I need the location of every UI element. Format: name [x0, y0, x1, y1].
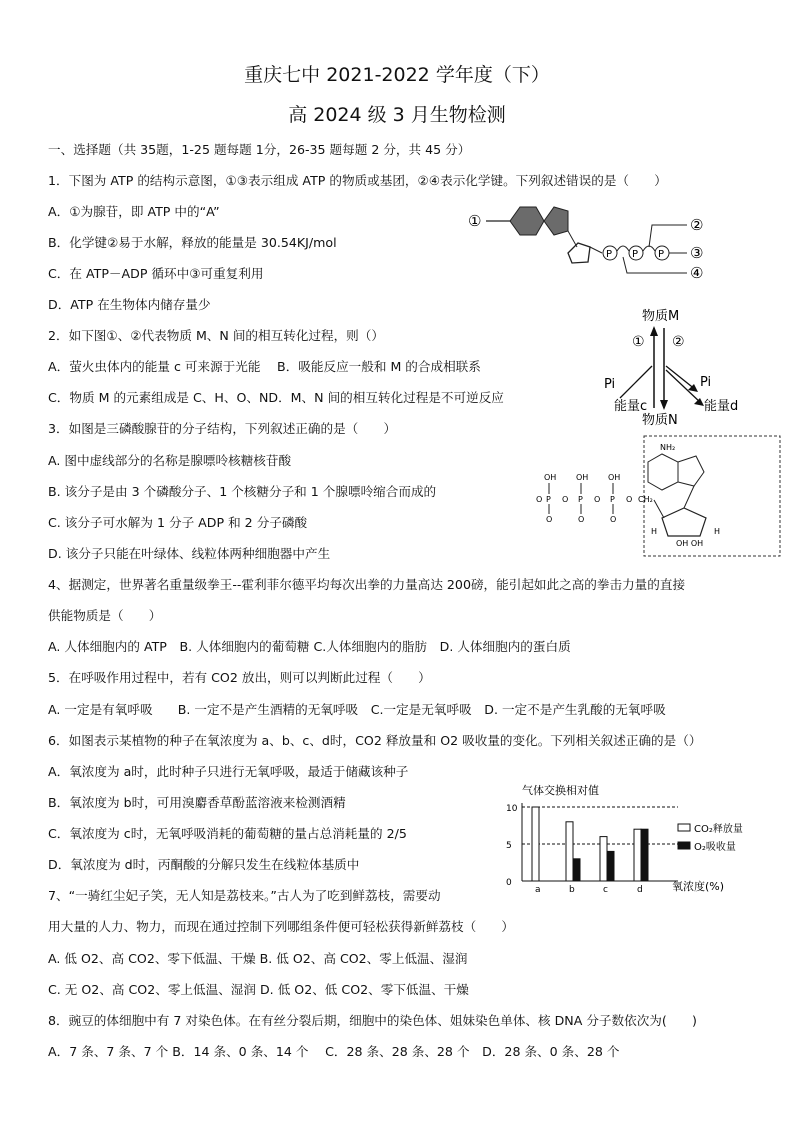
y-tick-label: 10	[506, 804, 518, 814]
svg-text:P: P	[610, 495, 615, 504]
q2-option-cd: C．物质 M 的元素组成是 C、H、O、ND．M、N 间的相互转化过程是不可逆反应	[48, 390, 504, 405]
q4-options: A. 人体细胞内的 ATP B. 人体细胞内的葡萄糖 C.人体细胞内的脂肪 D. 人体细胞内的蛋白质	[48, 639, 571, 654]
x-tick-label: b	[569, 885, 575, 892]
bar	[641, 829, 648, 881]
q3-option-a: A. 图中虚线部分的名称是腺嘌呤核糖核苷酸	[48, 453, 292, 468]
legend-swatch	[678, 824, 690, 831]
purine-ring-5	[678, 456, 704, 486]
svg-text:P: P	[632, 249, 639, 260]
svg-text:能量c: 能量c	[614, 399, 648, 414]
q8-options: A．7 条、7 条、7 个 B．14 条、0 条、14 个 C．28 条、28 条、28 个 D．28 条、0 条、28 个	[48, 1044, 620, 1059]
q1-option-b: B．化学键②易于水解，释放的能量是 30.54KJ/mol	[48, 235, 337, 250]
q7-stem: 7、“一骑红尘妃子笑，无人知是荔枝来。”古人为了吃到鲜荔枝，需要动	[48, 888, 441, 903]
svg-text:P: P	[606, 249, 613, 260]
svg-text:NH₂: NH₂	[660, 443, 676, 452]
svg-text:P: P	[658, 249, 665, 260]
svg-text:O: O	[562, 495, 569, 504]
svg-text:OH: OH	[576, 473, 589, 482]
svg-text:P: P	[578, 495, 583, 504]
atp-structure-figure	[462, 195, 712, 287]
title-exam: 高 2024 级 3 月生物检测	[288, 104, 506, 126]
fig1-label-2: ②	[690, 216, 704, 234]
y-tick-label: 5	[506, 841, 512, 851]
bar	[607, 851, 614, 881]
fig1-label-1: ①	[468, 212, 482, 230]
q2-stem: 2．如下图①、②代表物质 M、N 间的相互转化过程，则（）	[48, 328, 384, 343]
q1-stem: 1．下图为 ATP 的结构示意图，①③表示组成 ATP 的物质或基团，②④表示化学键。下列叙述错误的是（ ）	[48, 173, 667, 188]
q8-stem: 8．豌豆的体细胞中有 7 对染色体。在有丝分裂后期，细胞中的染色体、姐妹染色单体、核 DNA 分子数依次为( )	[48, 1013, 697, 1028]
q3-option-b: B. 该分子是由 3 个磷酸分子、1 个核糖分子和 1 个腺嘌呤缩合而成的	[48, 484, 437, 499]
adenine-ring-2	[544, 207, 568, 235]
svg-text:OH OH: OH OH	[676, 539, 704, 548]
legend-label: O₂吸收量	[694, 842, 736, 853]
svg-text:O: O	[578, 515, 585, 524]
y-tick-label: 0	[506, 878, 512, 888]
q3-option-c: C. 该分子可水解为 1 分子 ADP 和 2 分子磷酸	[48, 515, 308, 530]
svg-text:CH₂: CH₂	[638, 495, 653, 504]
section-heading: 一、选择题（共 35题，1-25 题每题 1分，26-35 题每题 2 分，共 45 分）	[48, 142, 471, 157]
q7-options-ab: A. 低 O2、高 CO2、零下低温、干燥 B. 低 O2、高 CO2、零上低温、湿润	[48, 951, 468, 966]
q1-option-d: D．ATP 在生物体内储存量少	[48, 297, 211, 312]
legend-swatch	[678, 842, 690, 849]
q4-stem: 4、据测定，世界著名重量级拳王--霍利菲尔德平均每次出拳的力量高达 200磅，能引起如此之高的拳击力量的直接	[48, 577, 686, 592]
svg-text:OH: OH	[608, 473, 621, 482]
svg-text:P: P	[546, 495, 551, 504]
svg-text:O: O	[594, 495, 601, 504]
fig1-label-3: ③	[690, 244, 704, 262]
q5-stem: 5．在呼吸作用过程中，若有 CO2 放出，则可以判断此过程（ ）	[48, 670, 431, 685]
adenine-ring-1	[510, 207, 544, 235]
bar	[566, 822, 573, 881]
q1-option-a: A．①为腺苷，即 ATP 中的“A”	[48, 204, 220, 219]
bar	[532, 807, 539, 881]
q6-stem: 6．如图表示某植物的种子在氧浓度为 a、b、c、d时，CO2 释放量和 O2 吸收量的变化。下列相关叙述正确的是（）	[48, 733, 702, 748]
chart-ylabel: 气体交换相对值	[522, 784, 599, 797]
svg-text:②: ②	[672, 334, 685, 350]
x-tick-label: c	[603, 885, 608, 892]
bar	[600, 837, 607, 881]
q6-option-b: B．氧浓度为 b时，可用溴麝香草酚蓝溶液来检测酒精	[48, 795, 346, 810]
title-school: 重庆七中 2021-2022 学年度（下）	[244, 64, 550, 86]
svg-text:O: O	[536, 495, 543, 504]
q3-option-d: D. 该分子只能在叶绿体、线粒体两种细胞器中产生	[48, 546, 331, 561]
svg-text:Pi: Pi	[604, 377, 616, 392]
bar	[573, 859, 580, 881]
purine-ring-6	[648, 454, 678, 490]
q1-option-c: C．在 ATP－ADP 循环中③可重复利用	[48, 266, 264, 281]
fig2-substance-n: 物质N	[642, 413, 678, 428]
x-tick-label: a	[535, 885, 541, 892]
dashed-region	[644, 436, 780, 556]
bar	[634, 829, 641, 881]
ribose-ring	[568, 243, 590, 263]
svg-text:能量d: 能量d	[704, 399, 739, 414]
ribose-ring-3	[662, 508, 706, 536]
atp-molecule-figure	[534, 434, 784, 559]
x-tick-label: d	[637, 885, 643, 892]
q3-stem: 3．如图是三磷酸腺苷的分子结构，下列叙述正确的是（ ）	[48, 421, 397, 436]
q4-stem-cont: 供能物质是（ ）	[48, 608, 162, 623]
svg-text:H: H	[714, 527, 721, 536]
q7-stem-cont: 用大量的人力、物力，而现在通过控制下列哪组条件便可轻松获得新鲜荔枝（ ）	[48, 919, 514, 934]
mn-conversion-figure	[598, 300, 758, 430]
svg-text:O: O	[610, 515, 617, 524]
svg-text:Pi: Pi	[700, 375, 712, 390]
q6-option-d: D．氧浓度为 d时，丙酮酸的分解只发生在线粒体基质中	[48, 857, 360, 872]
svg-text:O: O	[546, 515, 553, 524]
q5-options: A. 一定是有氧呼吸 B. 一定不是产生酒精的无氧呼吸 C.一定是无氧呼吸 D. 一定不是产生乳酸的无氧呼吸	[48, 702, 666, 717]
svg-text:OH: OH	[544, 473, 557, 482]
gas-exchange-chart	[482, 782, 772, 892]
q7-options-cd: C. 无 O2、高 CO2、零上低温、湿润 D. 低 O2、低 CO2、零下低温、干燥	[48, 982, 469, 997]
q6-option-a: A．氧浓度为 a时，此时种子只进行无氧呼吸，最适于储藏该种子	[48, 764, 409, 779]
legend-label: CO₂释放量	[694, 824, 743, 835]
chart-xlabel: 氧浓度(%)	[672, 880, 725, 892]
fig1-label-4: ④	[690, 264, 704, 282]
q2-option-ab: A．萤火虫体内的能量 c 可来源于光能 B．吸能反应一般和 M 的合成相联系	[48, 359, 481, 374]
fig2-substance-m: 物质M	[642, 309, 680, 324]
svg-text:H: H	[651, 527, 658, 536]
svg-text:O: O	[626, 495, 633, 504]
svg-text:①: ①	[632, 334, 645, 350]
q6-option-c: C．氧浓度为 c时，无氧呼吸消耗的葡萄糖的量占总消耗量的 2/5	[48, 826, 407, 841]
